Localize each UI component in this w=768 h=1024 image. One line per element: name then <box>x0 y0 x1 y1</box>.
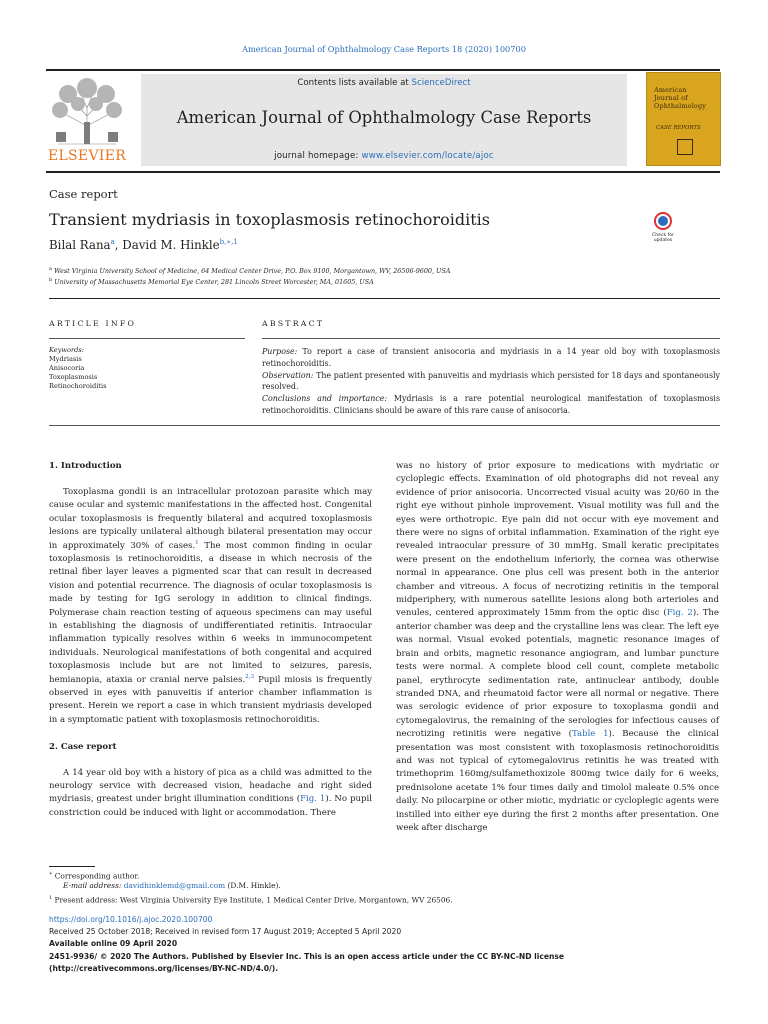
present-address-text: Present address: West Virginia University Eye Institute, 1 Medical Center Drive, Morgantown, WV 26506. <box>52 895 453 905</box>
journal-banner <box>141 74 627 166</box>
license-url-text: (http://creativecommons.org/licenses/BY-NC-ND/4.0/). <box>49 963 279 973</box>
section-heading-case-report: 2. Case report <box>49 741 117 752</box>
intro-text-part1: Toxoplasma gondii is an intracellular protozoan parasite which may cause ocular and systemic manifestations in the affected host. Congenital ocular toxoplasmosis is frequently bilateral and acquired toxoplasmosis lesions are typically unilateral although bilateral presentation may occur in approximately 30% of cases. <box>49 486 372 551</box>
cover-title-line3: Ophthalmology <box>654 102 707 110</box>
table-1-link[interactable]: Table 1 <box>571 729 609 740</box>
case-text-part2-left: ). No pupil constriction could be induced with light or accommodation. There <box>49 794 372 818</box>
corresponding-text: Corresponding author. <box>52 871 140 881</box>
author-rana-affil[interactable]: a <box>110 238 115 247</box>
email-suffix: (D.M. Hinkle). <box>225 881 281 890</box>
header-top-rule <box>46 69 720 71</box>
publication-info <box>49 914 564 975</box>
available-online-text: Available online 09 April 2020 <box>49 939 178 949</box>
affiliation-b-text: University of Massachusetts Memorial Eye Center, 281 Lincoln Street Worcester, MA, 01605, USA <box>54 278 374 287</box>
elsevier-wordmark: ELSEVIER <box>47 148 127 164</box>
abstract-conclusions <box>262 393 720 417</box>
keyword-item: Toxoplasmosis <box>49 372 98 381</box>
affiliation-b <box>49 277 374 286</box>
cover-subtitle: CASE REPORTS <box>656 125 701 131</box>
copyright-text: 2451-9936/ © 2020 The Authors. Published by Elsevier Inc. This is an open access article under the CC BY-NC-ND license <box>49 951 565 961</box>
author-hinkle[interactable]: David M. Hinkle <box>122 238 220 252</box>
cover-title <box>654 86 706 110</box>
body-column-left <box>49 460 372 820</box>
homepage-link[interactable]: www.elsevier.com/locate/ajoc <box>361 151 494 161</box>
section-heading-introduction: 1. Introduction <box>49 461 122 471</box>
article-title: Transient mydriasis in toxoplasmosis retinochoroiditis <box>49 210 490 229</box>
abstract-rule <box>262 338 720 339</box>
present-address-mark: 1 <box>49 895 53 901</box>
abstract-heading: ABSTRACT <box>262 319 325 328</box>
author-hinkle-affil[interactable]: b,∗,1 <box>219 238 238 247</box>
case-paragraph-continued <box>396 460 719 835</box>
figure-1-link[interactable]: Fig. 1 <box>300 794 326 805</box>
intro-text-part3: Pupil miosis is frequently observed in eyes with panuveitis if anterior chamber inflammation is present. Herein we report a case in which transient mydriasis developed in a symptomatic patient with toxoplasmosis retinochoroiditis. <box>49 674 372 725</box>
journal-title: American Journal of Ophthalmology Case Reports <box>176 108 592 127</box>
case-paragraph-start <box>49 767 372 821</box>
contents-line <box>141 78 627 88</box>
cover-title-line2: Journal of <box>654 94 688 102</box>
article-type: Case report <box>49 187 118 201</box>
crossmark-label: Check for updates <box>652 233 674 243</box>
email-label: E-mail address: <box>63 881 124 890</box>
contents-prefix: Contents lists available at <box>297 78 412 88</box>
abstract-purpose-text: To report a case of transient anisocoria and mydriasis in a 14 year old boy with toxoplasmosis retinochoroiditis. <box>262 347 720 368</box>
paragraph-gap <box>49 727 372 740</box>
abstract-conclusions-text: Mydriasis is a rare potential neurological manifestation of toxoplasmosis retinochoroiditis. Clinicians should be aware of this rare cause of anisocoria. <box>262 394 720 415</box>
abstract-observation-text: The patient presented with panuveitis and mydriasis which persisted for 18 days and spontaneously resolved. <box>262 370 720 392</box>
abstract-observation-label: Observation: <box>262 370 314 380</box>
reference-link[interactable]: 2,3 <box>245 673 255 680</box>
crossmark-center <box>658 216 668 226</box>
reference-link[interactable]: 1 <box>195 539 199 546</box>
corresponding-mark: ∗ <box>49 871 53 877</box>
case-text-part1: A 14 year old boy with a history of pica as a child was admitted to the neurology service with decreased vision, headache and right sided mydriasis, greatest under bright illumination conditions ( <box>49 767 372 805</box>
available-online <box>49 938 564 950</box>
journal-homepage <box>141 151 627 161</box>
article-info-heading: ARTICLE INFO <box>49 319 137 328</box>
case-text-part4: ). Because the clinical presentation was most consistent with toxoplasmosis retinochoroiditis and was not typical of cytomegalovirus retinitis he was treated with trimethoprim 160mg/sulfamethoxizole 800mg twice daily for 6 weeks, prednisolone acetate 1% four times daily and timolol maleate 0.5% once daily. No pilocarpine or other miotic, mydriatic or cycloplegic agents were instilled into either eye during the first 2 months after presentation. One week after discharge <box>396 729 720 833</box>
header-bottom-rule <box>46 171 720 173</box>
abstract-body <box>262 346 720 417</box>
introduction-paragraph <box>49 486 372 727</box>
author-separator: , <box>114 238 123 252</box>
article-info-rule <box>49 338 245 339</box>
email-link[interactable]: davidhinklemd@gmail.com <box>123 881 226 890</box>
keyword-item: Mydriasis <box>49 354 82 363</box>
cover-title-line1: American <box>654 86 687 94</box>
author-rana[interactable]: Bilal Rana <box>49 238 111 252</box>
footnote-email <box>63 880 281 891</box>
cover-logo-icon <box>677 139 693 155</box>
check-for-updates-badge[interactable] <box>645 210 681 250</box>
abstract-observation <box>262 370 720 394</box>
doi-link[interactable]: https://doi.org/10.1016/j.ajoc.2020.100700 <box>49 915 213 924</box>
author-list <box>49 238 238 252</box>
meta-divider <box>49 298 720 299</box>
abstract-conclusions-label: Conclusions and importance: <box>262 394 388 404</box>
abstract-purpose-label: Purpose: <box>262 347 298 356</box>
license-url[interactable] <box>49 963 564 975</box>
figure-2-link[interactable]: Fig. 2 <box>666 608 693 619</box>
affiliation-a <box>49 266 450 275</box>
abstract-bottom-rule <box>49 425 720 426</box>
keyword-item: Retinochoroiditis <box>49 381 107 390</box>
sciencedirect-link[interactable]: ScienceDirect <box>411 78 471 88</box>
journal-cover-thumbnail[interactable] <box>646 72 721 166</box>
case-text-part3: ). The anterior chamber was deep and the crystalline lens was clear. The left eye was normal. Visual evoked potentials, magnetic resonance images of brain and orbits, magnetic resonance angiogram, and lumbar puncture tests were normal. A complete blood cell count, complete metabolic panel, erythrocyte sedimentation rate, antinuclear antibody, double stranded DNA, and rheumatoid factor were all normal or negative. There was serologic evidence of prior exposure to toxoplasma gondii and cytomegalovirus, the remaining of the serologies for infectious causes of necrotizing retinitis were negative ( <box>396 608 719 740</box>
case-text-part2-right: was no history of prior exposure to medications with mydriatic or cycloplegic effects. Examination of old photographs did not reveal any evidence of prior anisocoria. Uncorrected visual acuity was 20/60 in the right eye without pinhole improvement. Visual motility was full and the eyes were orthotropic. Eye pain did not occur with eye movement and there were no signs of orbital inflammation. Examination of the right eye revealed intraocular pressure of 30 mmHg. Small keratic precipitates were present on the endothelium inferiorly, the cornea was otherwise normal in appearance. One plus cell was present both in the anterior chamber and vitreous. A focus of necrotizing retinitis in the temporal midperiphery, with numerous satellite lesions along both arterioles and venules, centered approximately 15mm from the optic disc ( <box>396 461 719 619</box>
journal-citation[interactable]: American Journal of Ophthalmology Case Reports 18 (2020) 100700 <box>242 44 526 54</box>
intro-text-part2: The most common finding in ocular toxoplasmosis is retinochoroiditis, a disease in which necrosis of the retinal fiber layer leaves a pigmented scar that can result in decreased vision and potential recurrence. The diagnosis of ocular toxoplasmosis is made by testing for IgG serology in addition to clinical findings. Polymerase chain reaction testing of aqueous specimens can may useful in establishing the diagnosis of undifferentiated retinitis. Intraocular inflammation typically resolves within 6 weeks in immunocompetent individuals. Neurological manifestations of both congenital and acquired toxoplasmosis include but are not limited to seizures, paresis, hemianopia, ataxia or cranial nerve palsies. <box>49 540 373 685</box>
footnote-rule <box>49 866 95 867</box>
homepage-label: journal homepage: <box>274 151 362 161</box>
footnote-present-address <box>49 893 453 906</box>
body-column-right <box>396 460 719 835</box>
affiliation-b-mark: b <box>49 277 53 283</box>
copyright-line <box>49 951 564 963</box>
affiliation-a-text: West Virginia University School of Medicine, 64 Medical Center Drive, P.O. Box 9100, Morgantown, WV, 26506-9600, USA <box>54 267 451 276</box>
keywords-label: Keywords: <box>49 346 84 354</box>
keywords-block <box>49 346 106 391</box>
abstract-purpose <box>262 346 720 370</box>
received-dates: Received 25 October 2018; Received in revised form 17 August 2019; Accepted 5 April 2020 <box>49 927 402 937</box>
keyword-item: Anisocoria <box>49 363 85 372</box>
affiliation-a-mark: a <box>49 266 52 272</box>
